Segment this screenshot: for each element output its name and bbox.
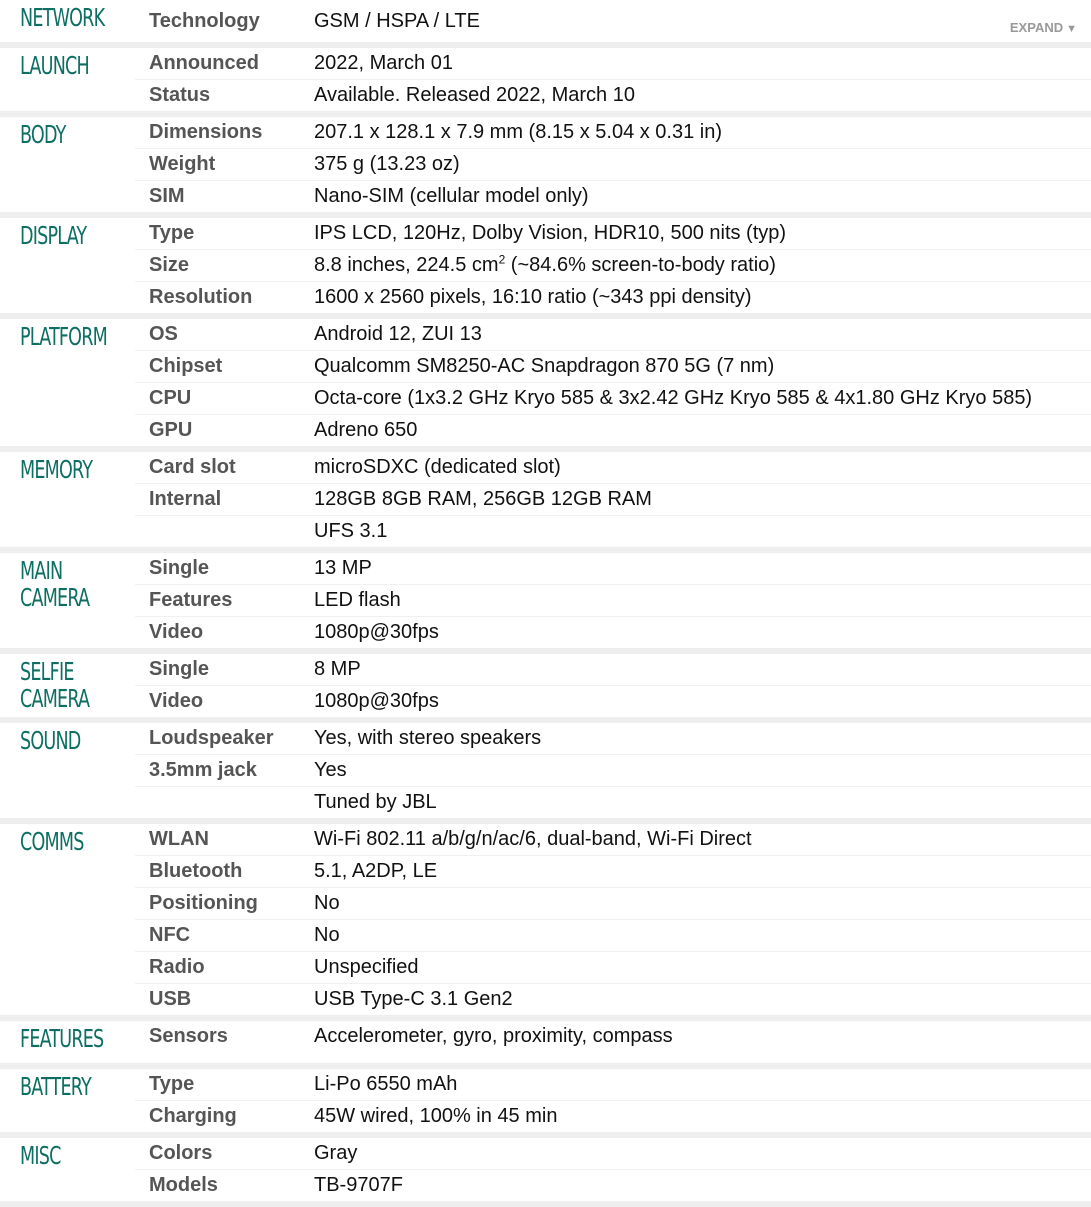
section-title[interactable]: BATTERY: [20, 1072, 91, 1101]
spec-value-main: 8.8 inches, 224.5 cm: [314, 254, 499, 276]
spec-label[interactable]: SIM: [149, 185, 185, 207]
spec-row-charging: [135, 1101, 1091, 1132]
expand-label: EXPAND: [1009, 20, 1064, 35]
expand-button[interactable]: [1010, 8, 1077, 49]
spec-value: IPS LCD, 120Hz, Dolby Vision, HDR10, 500 nits (typ): [314, 222, 787, 244]
spec-section-body: [0, 117, 1091, 218]
spec-label[interactable]: Card slot: [149, 456, 236, 478]
spec-label[interactable]: Dimensions: [149, 121, 263, 143]
spec-section-features: [0, 1021, 1091, 1069]
spec-row-extra: [135, 516, 1091, 547]
spec-value: Nano-SIM (cellular model only): [314, 185, 589, 207]
spec-label[interactable]: GPU: [149, 419, 193, 441]
spec-row-gpu: [135, 415, 1091, 446]
spec-label[interactable]: Models: [149, 1174, 218, 1196]
spec-value: 128GB 8GB RAM, 256GB 12GB RAM: [314, 488, 652, 510]
spec-section-battery: [0, 1069, 1091, 1138]
spec-value: 5.1, A2DP, LE: [314, 860, 438, 882]
section-title[interactable]: MISC: [20, 1141, 61, 1170]
spec-value: microSDXC (dedicated slot): [314, 456, 561, 478]
spec-row-nfc: [135, 920, 1091, 952]
spec-label[interactable]: Loudspeaker: [149, 727, 274, 749]
section-title[interactable]: MEMORY: [20, 455, 93, 484]
spec-value: Yes: [314, 759, 347, 781]
spec-label[interactable]: Features: [149, 589, 233, 611]
spec-row-colors: [135, 1138, 1091, 1170]
spec-label[interactable]: Single: [149, 658, 210, 680]
section-title[interactable]: DISPLAY: [20, 221, 87, 250]
spec-row-os: [135, 319, 1091, 351]
superscript: 2: [498, 252, 506, 267]
spec-value: Li-Po 6550 mAh: [314, 1073, 458, 1095]
spec-value: 1080p@30fps: [314, 621, 439, 643]
spec-value: Wi-Fi 802.11 a/b/g/n/ac/6, dual-band, Wi-Fi Direct: [314, 828, 752, 850]
spec-row-technology: [135, 0, 1091, 40]
spec-value: No: [314, 924, 340, 946]
spec-row-weight: [135, 149, 1091, 181]
spec-label[interactable]: Sensors: [149, 1025, 228, 1047]
spec-value: [314, 250, 776, 281]
spec-value: 8 MP: [314, 658, 361, 680]
spec-label[interactable]: Single: [149, 557, 210, 579]
spec-row-radio: [135, 952, 1091, 984]
spec-section-platform: [0, 319, 1091, 452]
spec-label[interactable]: Positioning: [149, 892, 258, 914]
spec-value: No: [314, 892, 340, 914]
spec-value: 45W wired, 100% in 45 min: [314, 1105, 558, 1127]
section-title[interactable]: FEATURES: [20, 1024, 104, 1053]
spec-value: Yes, with stereo speakers: [314, 727, 542, 749]
spec-value: 1080p@30fps: [314, 690, 439, 712]
section-title[interactable]: PLATFORM: [20, 322, 107, 351]
spec-value: Gray: [314, 1142, 358, 1164]
spec-section-launch: [0, 48, 1091, 117]
spec-value-rest: (~84.6% screen-to-body ratio): [505, 254, 776, 276]
spec-value: LED flash: [314, 589, 401, 611]
spec-label[interactable]: Internal: [149, 488, 222, 510]
spec-label[interactable]: Size: [149, 254, 190, 276]
spec-value: UFS 3.1: [314, 520, 388, 542]
spec-label[interactable]: Charging: [149, 1105, 237, 1127]
spec-label[interactable]: OS: [149, 323, 178, 345]
section-title[interactable]: BODY: [20, 120, 66, 149]
spec-label[interactable]: Weight: [149, 153, 216, 175]
spec-label[interactable]: Technology: [149, 10, 260, 32]
spec-row-usb: [135, 984, 1091, 1015]
spec-label[interactable]: Colors: [149, 1142, 213, 1164]
spec-label[interactable]: Chipset: [149, 355, 223, 377]
spec-row-announced: [135, 48, 1091, 80]
spec-row-video: [135, 617, 1091, 648]
spec-section-display: [0, 218, 1091, 319]
spec-label[interactable]: CPU: [149, 387, 192, 409]
spec-label[interactable]: Video: [149, 690, 204, 712]
spec-label[interactable]: Bluetooth: [149, 860, 243, 882]
spec-row-3-5mm-jack: [135, 755, 1091, 787]
spec-row-features: [135, 585, 1091, 617]
spec-row-cpu: [135, 383, 1091, 415]
spec-row-sensors: [135, 1021, 1091, 1052]
spec-row-positioning: [135, 888, 1091, 920]
spec-value: Available. Released 2022, March 10: [314, 84, 635, 106]
spec-row-loudspeaker: [135, 723, 1091, 755]
spec-section-memory: [0, 452, 1091, 553]
spec-row-sim: [135, 181, 1091, 212]
spec-section-network: [0, 0, 1091, 48]
spec-row-type: [135, 218, 1091, 250]
spec-label[interactable]: Video: [149, 621, 204, 643]
spec-value: Unspecified: [314, 956, 419, 978]
section-title[interactable]: SELFIE CAMERA: [20, 657, 90, 713]
spec-row-status: [135, 80, 1091, 111]
spec-value: TB-9707F: [314, 1174, 403, 1196]
chevron-down-icon: ▼: [1066, 23, 1077, 35]
spec-value: Octa-core (1x3.2 GHz Kryo 585 & 3x2.42 GHz Kryo 585 & 4x1.80 GHz Kryo 585): [314, 387, 1033, 409]
spec-value: 2022, March 01: [314, 52, 453, 74]
spec-value: GSM / HSPA / LTE: [314, 10, 480, 32]
spec-value: Tuned by JBL: [314, 791, 437, 813]
spec-row-card-slot: [135, 452, 1091, 484]
spec-label[interactable]: Resolution: [149, 286, 253, 308]
spec-section-sound: [0, 723, 1091, 824]
spec-row-resolution: [135, 282, 1091, 313]
spec-value: 1600 x 2560 pixels, 16:10 ratio (~343 ppi density): [314, 286, 752, 308]
spec-label[interactable]: Announced: [149, 52, 259, 74]
spec-label[interactable]: USB: [149, 988, 192, 1010]
spec-value: 207.1 x 128.1 x 7.9 mm (8.15 x 5.04 x 0.31 in): [314, 121, 723, 143]
spec-value: Accelerometer, gyro, proximity, compass: [314, 1025, 673, 1047]
spec-row-extra: [135, 787, 1091, 818]
spec-row-type: [135, 1069, 1091, 1101]
section-title[interactable]: SOUND: [20, 726, 81, 755]
spec-row-size: [135, 250, 1091, 282]
spec-value: Adreno 650: [314, 419, 418, 441]
spec-row-dimensions: [135, 117, 1091, 149]
spec-row-single: [135, 553, 1091, 585]
spec-row-video: [135, 686, 1091, 717]
spec-value: Android 12, ZUI 13: [314, 323, 482, 345]
spec-section-main-camera: [0, 553, 1091, 654]
spec-label[interactable]: NFC: [149, 924, 191, 946]
spec-value: 13 MP: [314, 557, 372, 579]
spec-label[interactable]: WLAN: [149, 828, 209, 850]
spec-label[interactable]: Radio: [149, 956, 205, 978]
spec-row-single: [135, 654, 1091, 686]
spec-row-bluetooth: [135, 856, 1091, 888]
section-title[interactable]: NETWORK: [20, 3, 105, 32]
section-title[interactable]: LAUNCH: [20, 51, 89, 80]
spec-section-misc: [0, 1138, 1091, 1207]
spec-value: 375 g (13.23 oz): [314, 153, 460, 175]
spec-label[interactable]: Status: [149, 84, 211, 106]
spec-value: Qualcomm SM8250-AC Snapdragon 870 5G (7 nm): [314, 355, 775, 377]
spec-label[interactable]: Type: [149, 222, 195, 244]
spec-row-wlan: [135, 824, 1091, 856]
section-title[interactable]: COMMS: [20, 827, 84, 856]
spec-value: USB Type-C 3.1 Gen2: [314, 988, 513, 1010]
spec-section-selfie-camera: [0, 654, 1091, 723]
spec-label[interactable]: Type: [149, 1073, 195, 1095]
section-title[interactable]: MAIN CAMERA: [20, 556, 90, 612]
spec-label[interactable]: 3.5mm jack: [149, 759, 257, 781]
spec-row-chipset: [135, 351, 1091, 383]
spec-section-comms: [0, 824, 1091, 1021]
spec-row-internal: [135, 484, 1091, 516]
